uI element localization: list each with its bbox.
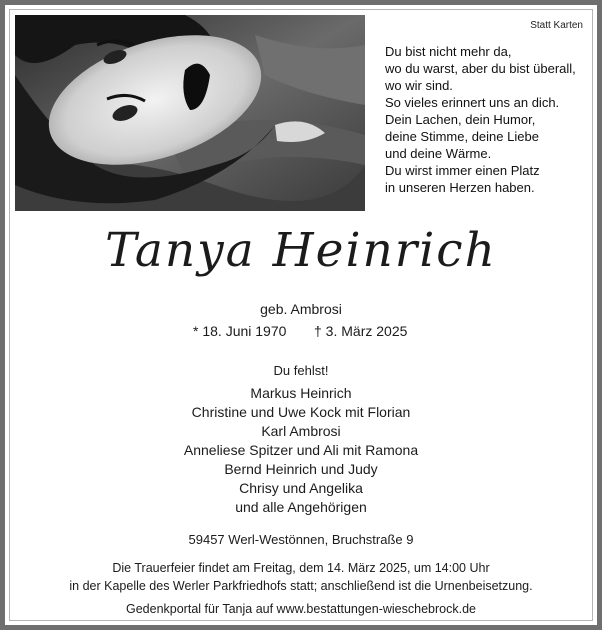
poem-line: Du bist nicht mehr da, bbox=[385, 44, 512, 59]
mourner: Karl Ambrosi bbox=[261, 423, 341, 439]
funeral-info bbox=[5, 559, 597, 595]
poem-line: deine Stimme, deine Liebe bbox=[385, 129, 539, 144]
mourner: Markus Heinrich bbox=[250, 385, 352, 401]
mourner: Anneliese Spitzer und Ali mit Ramona bbox=[183, 442, 419, 458]
portrait-photo bbox=[15, 15, 365, 211]
farewell-message: Du fehlst! bbox=[273, 363, 329, 378]
poem-line: wo du warst, aber du bist überall, bbox=[385, 61, 576, 76]
poem-line: So vieles erinnert uns an dich. bbox=[385, 95, 560, 110]
mourners-list bbox=[5, 384, 597, 517]
statt-karten-label: Statt Karten bbox=[530, 20, 583, 31]
poem bbox=[385, 43, 595, 196]
mourner: und alle Angehörigen bbox=[235, 499, 367, 515]
mourner: Bernd Heinrich und Judy bbox=[224, 461, 378, 477]
death-date: † 3. März 2025 bbox=[314, 323, 408, 339]
poem-line: Dein Lachen, dein Humor, bbox=[385, 112, 536, 127]
birth-date: * 18. Juni 1970 bbox=[193, 323, 287, 339]
funeral-line: in der Kapelle des Werler Parkfriedhofs statt; anschließend ist die Urnenbeisetzung. bbox=[69, 579, 533, 593]
memorial-portal: Gedenkportal für Tanja auf www.bestattungen-wieschebrock.de bbox=[126, 602, 476, 616]
funeral-line: Die Trauerfeier findet am Freitag, dem 14. März 2025, um 14:00 Uhr bbox=[112, 561, 490, 575]
poem-line: und deine Wärme. bbox=[385, 146, 492, 161]
poem-line: Du wirst immer einen Platz bbox=[385, 163, 540, 178]
poem-line: wo wir sind. bbox=[385, 78, 453, 93]
maiden-name: geb. Ambrosi bbox=[260, 301, 342, 317]
address: 59457 Werl-Westönnen, Bruchstraße 9 bbox=[188, 532, 414, 547]
mourner: Chrisy und Angelika bbox=[239, 480, 363, 496]
deceased-name: Tanya Heinrich bbox=[105, 223, 497, 278]
poem-line: in unseren Herzen haben. bbox=[385, 180, 535, 195]
mourner: Christine und Uwe Kock mit Florian bbox=[191, 404, 411, 420]
portrait-image bbox=[15, 15, 365, 211]
